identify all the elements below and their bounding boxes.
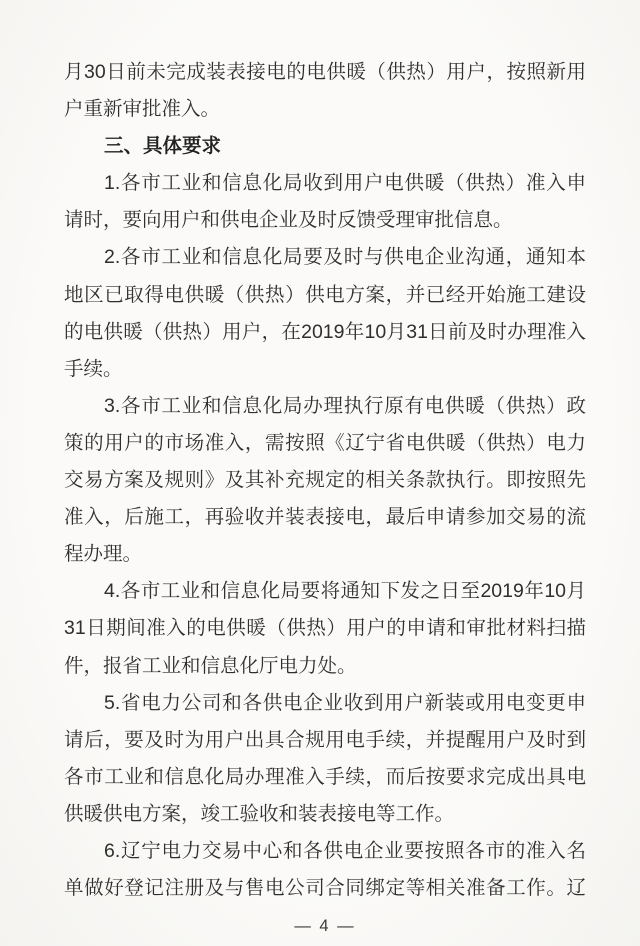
text-line: 31日期间准入的电供暖（供热）用户的申请和审批材料扫描 [64,617,586,640]
text-line: 5.省电力公司和各供电企业收到用户新装或用电变更申 [103,691,586,714]
text-line: 请时，要向用户和供电企业及时反馈受理审批信息。 [64,209,513,232]
text-line: 程办理。 [64,543,143,566]
section-heading: 三、具体要求 [103,135,221,158]
text-line: 月30日前未完成装表接电的电供暖（供热）用户，按照新用 [64,61,586,83]
text-line: 4.各市工业和信息化局要将通知下发之日至2019年10月 [103,580,586,603]
text-line: 策的用户的市场准入，需按照《辽宁省电供暖（供热）电力 [64,431,586,454]
text-line: 手续。 [64,357,123,380]
text-line: 准入，后施工，再验收并装表接电，最后申请参加交易的流 [64,506,586,529]
text-line: 3.各市工业和信息化局办理执行原有电供暖（供热）政 [103,394,586,417]
text-line: 请后，要及时为用户出具合规用电手续，并提醒用户及时到 [64,728,586,751]
document-body [64,54,586,943]
text-line: 的电供暖（供热）用户，在2019年10月31日前及时办理准入 [64,320,586,343]
text-line: 交易方案及规则》及其补充规定的相关条款执行。即按照先 [64,469,586,492]
text-line: 地区已取得电供暖（供热）供电方案，并已经开始施工建设 [64,283,586,306]
text-line: 供暖供电方案，竣工验收和装表接电等工作。 [64,802,455,825]
text-line: 1.各市工业和信息化局收到用户电供暖（供热）准入申 [103,172,586,195]
text-line: 单做好登记注册及与售电公司合同绑定等相关准备工作。辽 [64,877,586,900]
text-line: 6.辽宁电力交易中心和各供电企业要按照各市的准入名 [103,839,586,862]
text-line: 件，报省工业和信息化厅电力处。 [64,654,357,677]
text-line: 户重新审批准入。 [64,98,221,121]
text-line: 各市工业和信息化局办理准入手续，而后按要求完成出具电 [64,765,586,788]
text-line: 2.各市工业和信息化局要及时与供电企业沟通，通知本 [103,246,586,269]
page-number: — 4 — [294,917,356,936]
